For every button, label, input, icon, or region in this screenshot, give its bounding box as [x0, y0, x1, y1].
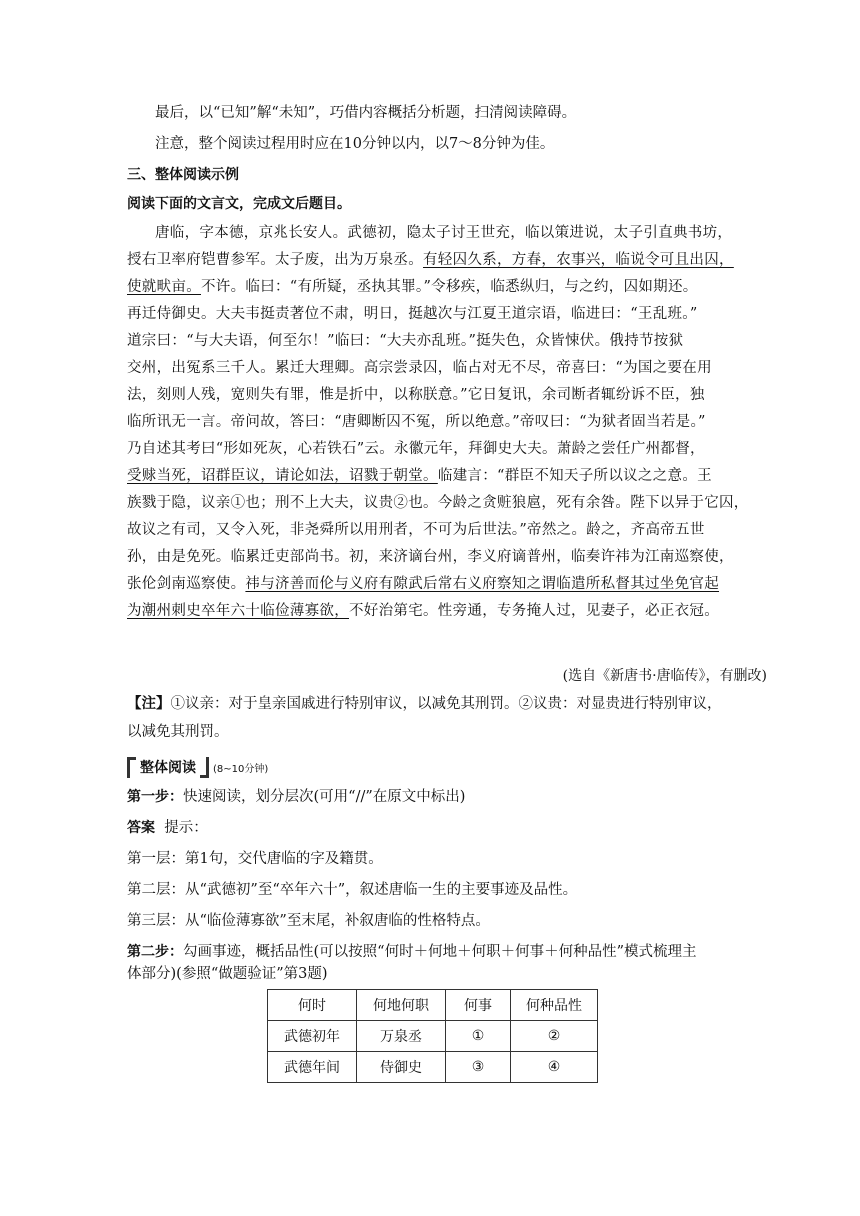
intro-line-1: 最后，以“已知”解“未知”，巧借内容概括分析题，扫清阅读障碍。 [155, 105, 577, 121]
table-cell: ① [446, 1021, 511, 1052]
passage-text: 授右卫率府铠曹参军。太子废，出为万泉丞。 [127, 252, 423, 268]
passage-line [127, 436, 767, 463]
intro-line-2: 注意，整个阅读过程用时应在10分钟以内，以7～8分钟为佳。 [155, 136, 555, 152]
underlined-text: 为潮州刺史卒年六十临俭薄寡欲， [127, 603, 349, 619]
classical-passage [127, 220, 767, 625]
passage-text: 故议之有司，又令入死，非尧舜所以用刑者，不可为后世法。”帝然之。龄之，齐高帝五世 [127, 522, 705, 538]
table-header-cell: 何种品性 [511, 990, 598, 1021]
bracket-left-icon [127, 757, 136, 778]
instruction: 阅读下面的文言文，完成文后题目。 [127, 196, 351, 212]
passage-line [127, 328, 767, 355]
passage-text: 再迁侍御史。大夫韦挺责著位不肃，明日，挺越次与江夏王道宗语，临进曰：“王乱班。” [127, 306, 698, 322]
table-cell: ④ [511, 1052, 598, 1083]
passage-line [127, 544, 767, 571]
table-header-row [268, 990, 598, 1021]
note-line-2: 以减免其刑罚。 [127, 724, 229, 740]
table-cell: 侍御史 [357, 1052, 446, 1083]
passage-line [127, 355, 767, 382]
passage-text: 张伦剑南巡察使。 [127, 576, 246, 592]
step-1-label: 第一步： [127, 789, 183, 805]
note-label: 【注】 [127, 696, 171, 712]
table-header-cell: 何事 [446, 990, 511, 1021]
passage-line [127, 463, 767, 490]
reading-heading-title: 整体阅读 [140, 760, 196, 776]
table-cell: ③ [446, 1052, 511, 1083]
note-line-1 [127, 694, 767, 714]
passage-line [127, 220, 767, 247]
bracket-right-icon [200, 757, 209, 778]
underlined-text: 使就畎亩。 [127, 279, 201, 295]
reading-heading-time: (8~10分钟) [213, 763, 269, 775]
step-2-text-1: 勾画事迹，概括品性(可以按照“何时＋何地＋何职＋何事＋何种品性”模式梳理主 [183, 944, 697, 960]
passage-text: 临所讯无一言。帝问故，答曰：“唐卿断囚不冤，所以绝意。”帝叹曰：“为狱者固当若是。” [127, 414, 706, 430]
section-heading: 三、整体阅读示例 [127, 167, 239, 183]
table-header-cell: 何地何职 [357, 990, 446, 1021]
passage-line [127, 301, 767, 328]
table-header-cell: 何时 [268, 990, 357, 1021]
note-text-1: ①议亲：对于皇亲国戚进行特别审议，以减免其刑罚。②议贵：对显贵进行特别审议， [170, 696, 722, 712]
answer-text: 提示： [164, 820, 208, 836]
passage-text: 临建言：“群臣不知天子所以议之之意。王 [437, 468, 712, 484]
table-cell: 万泉丞 [357, 1021, 446, 1052]
source-citation: (选自《新唐书·唐临传》，有删改) [562, 668, 767, 684]
step-1-text: 快速阅读，划分层次(可用“//”在原文中标出) [183, 789, 466, 805]
step-2-line-2: 体部分)(参照“做题验证”第3题) [127, 966, 328, 982]
passage-line [127, 598, 767, 625]
step-2-line-1 [127, 942, 767, 962]
answer-line [127, 818, 767, 838]
underlined-text: 受赇当死，诏群臣议，请论如法，诏戮于朝堂。 [127, 468, 438, 484]
step-1 [127, 787, 767, 807]
layer-2: 第二层：从“武德初”至“卒年六十”，叙述唐临一生的主要事迹及品性。 [127, 882, 578, 898]
events-table [267, 989, 598, 1083]
passage-line [127, 490, 767, 517]
passage-text: 不好治第宅。性旁通，专务掩人过，见妻子，必正衣冠。 [349, 603, 719, 619]
passage-text: 族戮于隐，议亲①也；刑不上大夫，议贵②也。今龄之贪赃狼扈，死有余咎。陛下以异于它囚， [127, 495, 749, 511]
passage-line [127, 247, 767, 274]
passage-line [127, 571, 767, 598]
passage-text: 交州，出冤系三千人。累迁大理卿。高宗尝录囚，临占对无不尽，帝喜曰：“为国之要在用 [127, 360, 712, 376]
underlined-text: 祎与济善而伦与义府有隙武后常右义府察知之谓临遣所私督其过坐免官起 [245, 576, 720, 592]
passage-line [127, 382, 767, 409]
table-cell: 武德初年 [268, 1021, 357, 1052]
underlined-text: 有轻囚久系，方春，农事兴，临说令可且出囚， [423, 252, 734, 268]
passage-text: 道宗曰：“与大夫语，何至尔！”临曰：“大夫亦乱班。”挺失色，众皆悚伏。俄持节按狱 [127, 333, 684, 349]
answer-label: 答案 [127, 820, 155, 836]
step-2-label: 第二步： [127, 944, 183, 960]
passage-line [127, 517, 767, 544]
passage-text: 乃自述其考曰“形如死灰，心若铁石”云。永徽元年，拜御史大夫。萧龄之尝任广州都督， [127, 441, 705, 457]
passage-line [127, 409, 767, 436]
passage-text: 唐临，字本德，京兆长安人。武德初，隐太子讨王世充，临以策进说，太子引直典书坊， [155, 225, 733, 241]
table-cell: 武德年间 [268, 1052, 357, 1083]
table-row [268, 1052, 598, 1083]
passage-text: 不许。临曰：“有所疑，丞执其罪。”令移疾，临悉纵归，与之约，囚如期还。 [201, 279, 698, 295]
table-cell: ② [511, 1021, 598, 1052]
passage-text: 法，刻则人残，宽则失有罪，惟是折中，以称朕意。”它日复讯，余司断者辄纷诉不臣，独 [127, 387, 705, 403]
reading-heading [127, 757, 268, 777]
table-row [268, 1021, 598, 1052]
layer-1: 第一层：第1句，交代唐临的字及籍贯。 [127, 851, 383, 867]
layer-3: 第三层：从“临俭薄寡欲”至末尾，补叙唐临的性格特点。 [127, 913, 490, 929]
passage-line [127, 274, 767, 301]
passage-text: 孙，由是免死。临累迁吏部尚书。初，来济谪台州，李义府谪普州，临奏许祎为江南巡察使， [127, 549, 734, 565]
